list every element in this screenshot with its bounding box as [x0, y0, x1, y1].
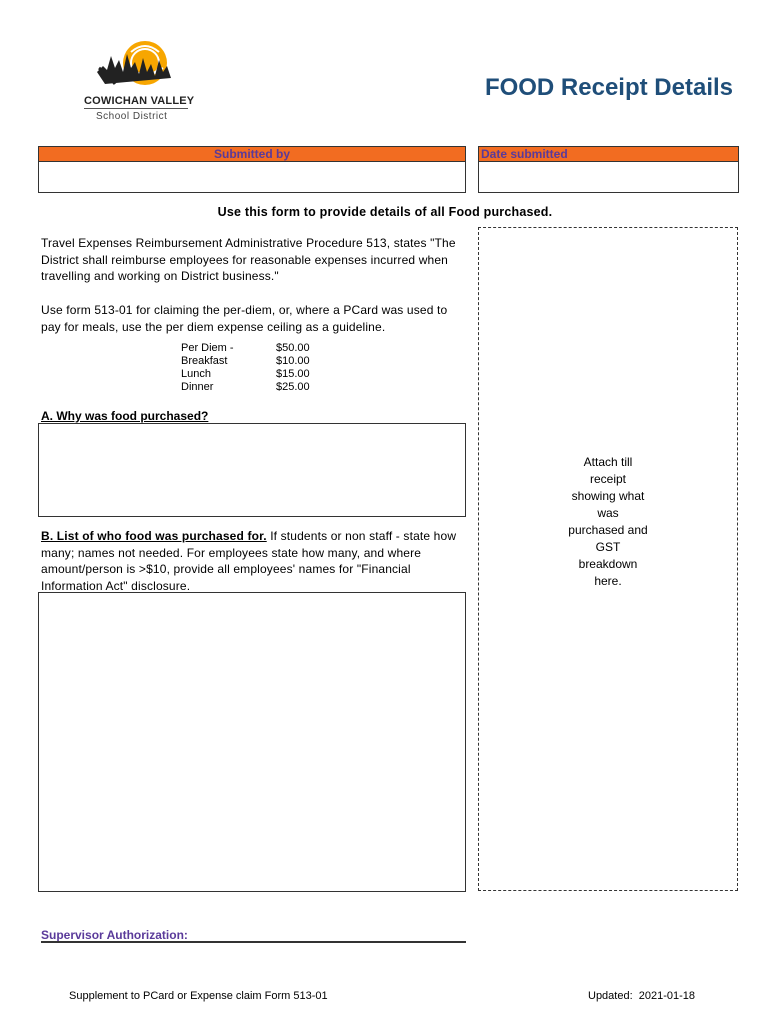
- date-submitted-label: Date submitted: [478, 146, 739, 162]
- policy-paragraph: Travel Expenses Reimbursement Administrative Procedure 513, states "The District shall reimburse employees for reasonable expenses incurred when travelling and working on District business.": [41, 236, 456, 283]
- date-submitted-field[interactable]: [478, 161, 739, 193]
- rate-row: [181, 355, 310, 368]
- rate-row: [181, 342, 310, 355]
- rate-row: [181, 381, 310, 394]
- rate-label: Dinner: [181, 381, 214, 393]
- section-b-instructions: [41, 528, 466, 594]
- logo-sun-icon: [85, 38, 195, 98]
- rate-label: Lunch: [181, 368, 211, 380]
- org-subtitle: School District: [96, 111, 168, 122]
- receipt-attachment-area[interactable]: [478, 227, 738, 891]
- rate-label: Per Diem -: [181, 342, 234, 354]
- form-instruction: Use this form to provide details of all Food purchased.: [217, 205, 553, 219]
- submitted-by-label: Submitted by: [38, 146, 466, 162]
- rate-amount: $50.00: [276, 342, 310, 354]
- org-name: COWICHAN VALLEY: [84, 95, 195, 107]
- section-b-heading: B. List of who food was purchased for.: [41, 529, 267, 543]
- supervisor-signature-line[interactable]: [41, 941, 466, 943]
- footer-form-reference: Supplement to PCard or Expense claim Form 513-01: [69, 990, 328, 1002]
- rate-label: Breakfast: [181, 355, 228, 367]
- rate-amount: $15.00: [276, 368, 310, 380]
- rate-amount: $25.00: [276, 381, 310, 393]
- per-diem-rates: [181, 342, 310, 394]
- supervisor-label: Supervisor Authorization:: [41, 928, 188, 942]
- attach-instruction: Attach till receipt showing what was purchased and GST breakdown here.: [568, 455, 648, 588]
- section-b-text: If students or non staff - state how many; names not needed. For employees state how many, and where amount/person is >$10, provide all employees' names for "Financial Information Act" disclosure.: [41, 529, 457, 593]
- section-a-heading: A. Why was food purchased?: [41, 409, 209, 423]
- per-diem-paragraph: Use form 513-01 for claiming the per-diem, or, where a PCard was used to pay for meals, use the per diem expense ceiling as a guideline.: [41, 303, 448, 334]
- section-b-field[interactable]: [38, 592, 466, 892]
- submitted-by-field[interactable]: [38, 161, 466, 193]
- rate-row: [181, 368, 310, 381]
- rate-amount: $10.00: [276, 355, 310, 367]
- section-a-field[interactable]: [38, 423, 466, 517]
- logo-divider: [84, 108, 188, 109]
- footer-updated-date: Updated: 2021-01-18: [588, 990, 696, 1002]
- page-title: FOOD Receipt Details: [484, 74, 733, 101]
